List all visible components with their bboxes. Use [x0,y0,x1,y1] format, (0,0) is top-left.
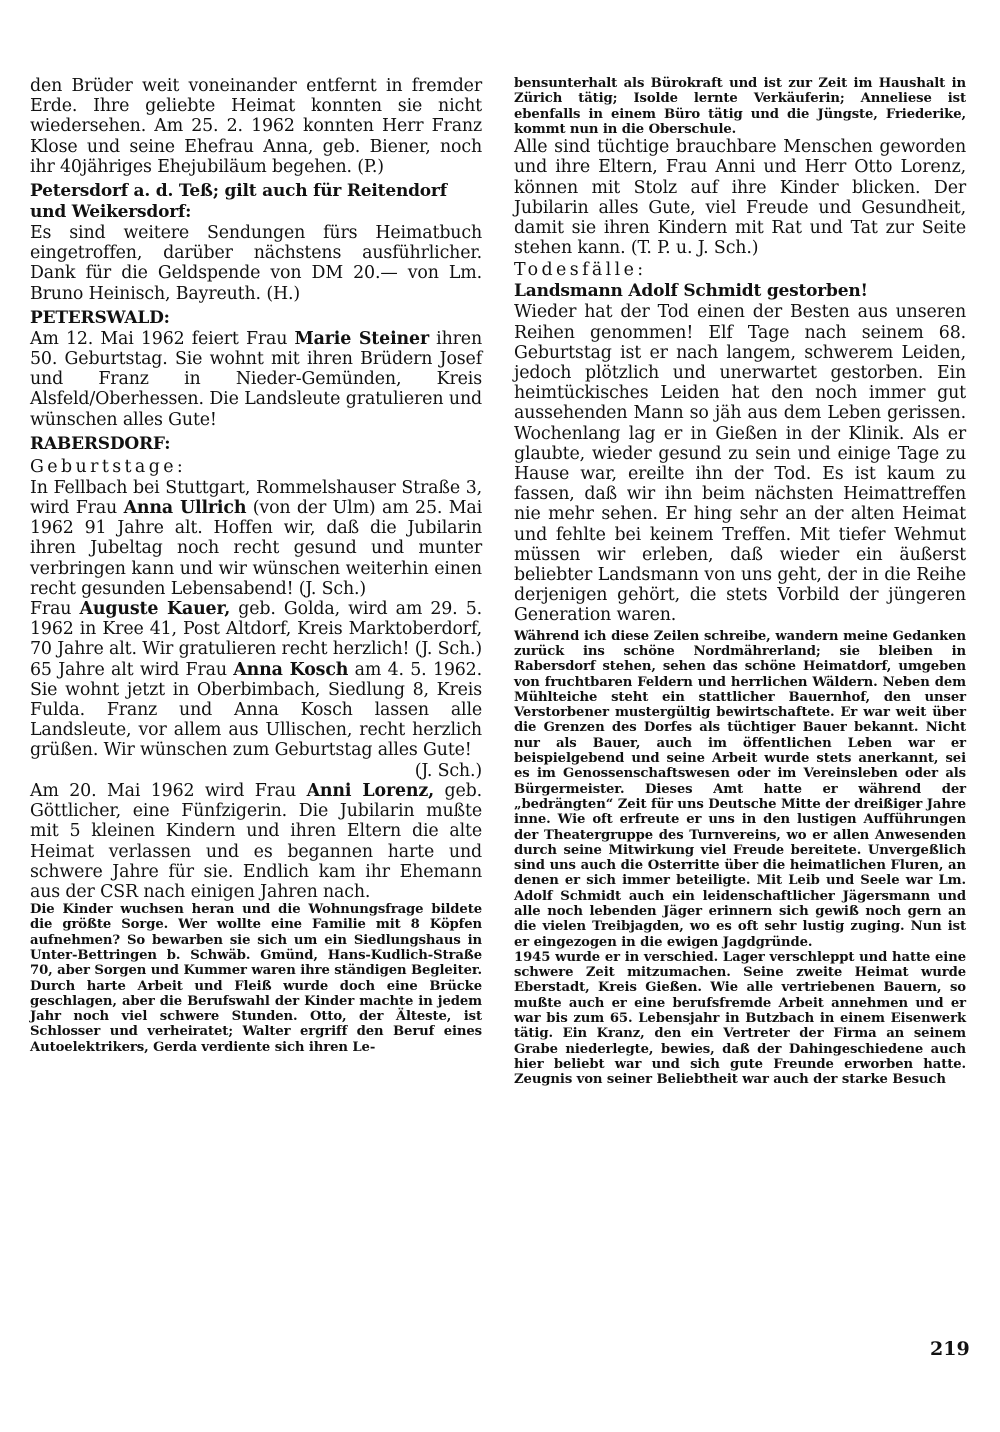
left-column [30,76,482,1055]
paragraph-steiner: Am 12. Mai 1962 feiert Frau Marie Steiner ihren 50. Geburtstag. Sie wohnt mit ihren Brüdern Josef und Franz in Nieder-Gemünden, Kreis Alsfeld/Oberhessen. Die Landsleute gratulieren und wünschen alles Gute! [30,328,483,430]
name-anna-kosch: Anna Kosch [233,659,349,680]
subheading-todesfaelle: Todesfälle: [514,260,647,281]
paragraph-petersdorf: Es sind weitere Sendungen fürs Heimatbuch eingetroffen, darüber nächstens ausführlicher. Dank für die Geldspende von DM 20.— von Lm. Bruno Heinisch, Bayreuth. (H.) [30,223,482,304]
paragraph-lorenz-family: Alle sind tüchtige brauchbare Menschen geworden und ihre Eltern, Frau Anni und Herr Otto Lorenz, können mit Stolz auf ihre Kinder blicken. Der Jubilarin alles Gute, viel Freude und Gesundheit, damit sie ihren Kindern mit Rat und Tat zur Seite stehen kann. (T. P. u. J. Sch.) [514,137,966,259]
small-paragraph-children: Die Kinder wuchsen heran und die Wohnungsfrage bildete die größte Sorge. Wer wollte eine Familie mit 8 Köpfen aufnehmen? So bewarben sie sich um ein Siedlungshaus in Unter-Bettringen b. Schwäb. Gmünd, Hans-Kudlich-Straße 70, aber Sorgen und Kummer waren ihre ständigen Begleiter. Durch harte Arbeit und Fleiß wurde doch eine Brücke geschlagen, aber die Berufswahl der Kinder machte in jedem Jahr noch viel schwere Stunden. Otto, der Älteste, ist Schlosser und verheiratet; Walter ergriff den Beruf eines Autoelektrikers, Gerda verdiente sich ihren Le- [30,902,482,1055]
heading-petersdorf: Petersdorf a. d. Teß; gilt auch für Reitendorf und Weikersdorf: [30,181,447,223]
heading-peterswald: PETERSWALD: [30,307,170,328]
small-paragraph-children-cont: bensunterhalt als Bürokraft und ist zur Zeit im Haushalt in Zürich tätig; Isolde lernte Verkäuferin; Anneliese ist ebenfalls in einem Büro tätig und die Jüngste, Friederike, kommt nun in die Oberschule. [514,76,966,137]
paragraph-kauer: Frau Auguste Kauer, geb. Golda, wird am 29. 5. 1962 in Kree 41, Post Altdorf, Kreis Marktoberdorf, 70 Jahre alt. Wir gratulieren recht herzlich! (J. Sch.) [30,599,483,660]
paragraph-lorenz: Am 20. Mai 1962 wird Frau Anni Lorenz, geb. Göttlicher, eine Fünfzigerin. Die Jubilarin mußte mit 5 kleinen Kindern und ihren Eltern die alte Heimat verlassen und es begannen harte und schwere Jahre für sie. Endlich kam ihr Ehemann aus der CSR nach einigen Jahren nach. [30,780,482,902]
heading-schmidt: Landsmann Adolf Schmidt gestorben! [514,281,868,302]
small-paragraph-memories: Während ich diese Zeilen schreibe, wandern meine Gedanken zurück ins schöne Nordmährerland; sie bleiben in Rabersdorf stehen, sehen das schöne Heimatdorf, umgeben von fruchtbaren Feldern und herrlichen Wäldern. Neben dem Mühlteiche steht ein stattlicher Bauernhof, den unser Verstorbener mustergültig bewirtschaftete. Er war weit über die Grenzen des Dorfes als tüchtiger Bauer bekannt. Nicht nur als Bauer, auch im öffentlichen Leben war er beispielgebend und seine Arbeit wurde stets anerkannt, sei es im Genossenschaftswesen oder im Vereinsleben oder als Bürgermeister. Dieses Amt hatte er während der „bedrängten“ Zeit für uns Deutsche Mitte der dreißiger Jahre inne. Wie oft erfreute er uns in den lustigen Aufführungen der Theatergruppe des Turnvereins, wo er allen Anwesenden durch seine Mitwirkung viel Freude bereitete. Unvergeßlich sind uns auch die Osterritte über die heimatlichen Fluren, an denen er sich immer beteiligte. Mit Leib und Seele war Lm. Adolf Schmidt auch ein leidenschaftlicher Jägersmann und alle noch lebenden Jäger erinnern sich gewiß noch gern an die vielen Treibjagden, wo es oft sehr lustig zuging. Nun ist er eingezogen in die ewigen Jagdgründe. [514,628,966,950]
subheading-geburtstage: Geburtstage: [30,456,187,477]
paragraph-ullrich: In Fellbach bei Stuttgart, Rommelshauser Straße 3, wird Frau Anna Ullrich (von der Ulm) am 25. Mai 1962 91 Jahre alt. Hoffen wir, daß die Jubilarin ihren Jubeltag noch recht gesund und munter verbringen kann und wir wünschen weiterhin einen recht gesunden Lebensabend! (J. Sch.) [30,477,482,599]
right-column [514,76,966,1088]
name-marie-steiner: Marie Steiner [294,328,429,349]
paragraph-schmidt-obituary: Wieder hat der Tod einen der Besten aus unseren Reihen genommen! Elf Tage nach seinem 68. Geburtstag ist er nach langem, schwerem Leiden, jedoch plötzlich und unerwartet gestorben. Ein heimtückisches Leiden hat den noch immer gut aussehenden Mann so jäh aus dem Leben gerissen. Wochenlang lag er in Gießen in der Klinik. Als er glaubte, wieder gesund zu sein und einige Tage zu Hause war, ereilte ihn der Tod. Es ist kaum zu fassen, daß wir ihn beim nächsten Heimattreffen nie mehr sehen. Er hing sehr an der alten Heimat und fehlte bei keinem Treffen. Mit tiefer Wehmut müssen wir erleben, daß wieder ein äußerst beliebter Landsmann von uns geht, der in die Reihe derjenigen gehört, die stets Vorbild der jüngeren Generation waren. [514,302,966,626]
small-paragraph-1945: 1945 wurde er in verschied. Lager verschleppt und hatte eine schwere Zeit mitzumachen. Seine zweite Heimat wurde Eberstadt, Kreis Gießen. Wie alle vertriebenen Bauern, so mußte auch er eine berufsfremde Arbeit annehmen und er war bis zum 65. Lebensjahr in Butzbach in einem Eisenwerk tätig. Ein Kranz, den ein Vertreter der Firma an seinem Grabe niederlegte, bewies, daß der Dahingeschiedene auch hier beliebt war und sich gute Freunde erworben hatte. Zeugnis von seiner Beliebtheit war auch der starke Besuch [514,949,966,1088]
page-number: 219 [930,1338,970,1360]
paragraph-kosch: 65 Jahre alt wird Frau Anna Kosch am 4. 5. 1962. Sie wohnt jetzt in Oberbimbach, Siedlung 8, Kreis Fulda. Franz und Anna Kosch lassen alle Landsleute, vor allem aus Ullischen, recht herzlich grüßen. Wir wünschen zum Geburtstag alles Gute! [30,659,482,761]
heading-rabersdorf: RABERSDORF: [30,433,171,454]
name-anna-ullrich: Anna Ullrich [123,498,247,519]
paragraph-klose: den Brüder weit voneinander entfernt in fremder Erde. Ihre geliebte Heimat konnten sie nicht wiedersehen. Am 25. 2. 1962 konnten Herr Franz Klose und seine Ehefrau Anna, geb. Biener, noch ihr 40jähriges Ehejubiläum begehen. (P.) [30,76,482,177]
signature-kosch: (J. Sch.) [414,760,482,781]
name-anni-lorenz: Anni Lorenz, [306,780,434,801]
name-auguste-kauer: Auguste Kauer, [79,599,231,620]
